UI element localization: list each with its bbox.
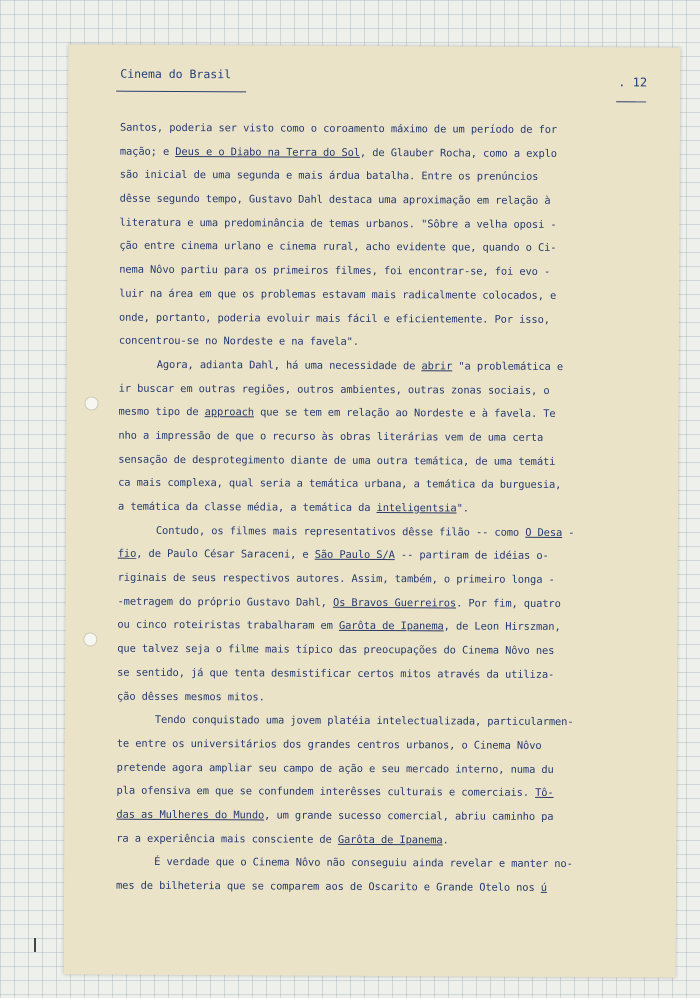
text-segment: se sentido, já que tenta desmistificar certos mitos através da utiliza- [117, 666, 555, 681]
text-segment: pla ofensiva em que se confundem interêsses culturais e comerciais. [116, 784, 536, 800]
text-segment: -- partiram de idéias o- [394, 549, 549, 563]
text-line [118, 472, 638, 498]
text-line [116, 875, 636, 901]
text-segment: . Por fim, quatro [456, 597, 561, 610]
text-segment: ção entre cinema urlano e cinema rural, acho evidente que, quando o Ci- [119, 240, 557, 255]
text-segment: mesmo tipo de [118, 405, 205, 419]
text-segment: mes de bilheteria que se comparem aos de Oscarito e Grande Otelo nos [116, 879, 541, 894]
text-segment: luir na área em que os problemas estavam mais radicalmente colocados, e [119, 287, 557, 302]
text-segment: a temática da classe média, a temática da [117, 500, 377, 515]
text-line [118, 567, 638, 593]
text-segment: riginais de seus respectivos autores. Assim, também, o primeiro longa - [117, 571, 555, 587]
text-line [117, 638, 637, 664]
text-segment: dêsse segundo tempo, Gustavo Dahl destaca uma aproximação em relação à [119, 192, 551, 207]
text-segment: Contudo, os filmes mais representativos dêsse filão -- como [155, 524, 526, 539]
underlined-title: inteligentsia [376, 502, 457, 515]
text-line [118, 401, 638, 427]
text-line [117, 756, 637, 782]
page-number: . 12 [618, 75, 648, 90]
text-line [119, 330, 639, 356]
text-line [117, 614, 637, 640]
underlined-title: das as Mulheres do Mundo [116, 808, 265, 822]
text-line [118, 543, 638, 569]
text-line [117, 590, 637, 616]
text-line [116, 804, 636, 830]
underlined-title: Garôta de Ipanema [337, 833, 443, 846]
text-segment: Agora, adianta Dahl, há uma necessidade de [156, 358, 422, 373]
text-line [117, 661, 637, 687]
text-line [119, 354, 639, 380]
text-segment: ca mais complexa, qual seria a temática urbana, a temática da burguesia, [118, 476, 562, 492]
text-segment: , de Leon Hirszman, [443, 620, 561, 634]
text-segment: Santos, poderia ser visto como o coroamento máximo de um período de for [119, 121, 558, 136]
text-line [118, 425, 638, 451]
underlined-title: O Desa [525, 526, 563, 539]
page-number-underline [616, 101, 646, 102]
text-segment: ção dêsses mesmos mitos. [116, 690, 265, 703]
text-segment: onde, portanto, poderia evoluir mais fácil e eficientemente. Por isso, [118, 311, 550, 326]
underlined-title: São Paulo S/A [314, 549, 395, 562]
text-segment: mação; e [119, 145, 176, 158]
text-line [120, 140, 640, 166]
text-line [120, 188, 640, 214]
text-line [118, 448, 638, 474]
text-segment: sensação de desprotegimento diante de uma outra temática, de uma temáti [118, 453, 556, 468]
text-segment: -metragem do próprio Gustavo Dahl, [117, 595, 334, 609]
header-underline [116, 91, 246, 93]
margin-mark [34, 938, 36, 952]
text-line [116, 827, 636, 853]
text-segment: ir buscar em outras regiões, outros ambientes, outras zonas sociais, o [118, 382, 550, 397]
underlined-title: Os Bravos Guerreiros [332, 596, 457, 610]
text-line [119, 282, 639, 308]
text-segment: Tendo conquistado uma jovem platéia intelectualizada, particularmen- [154, 714, 574, 729]
text-segment: literatura e uma predominância de temas urbanos. "Sôbre a velha oposi - [119, 216, 557, 231]
text-segment: "a problemática e [452, 360, 564, 373]
text-segment: que se tem em relação ao Nordeste e à favela. Te [253, 406, 556, 421]
text-line [118, 519, 638, 545]
text-line [118, 496, 638, 522]
text-segment: , de Glauber Rocha, como a explo [359, 146, 557, 160]
text-segment: pretende agora ampliar seu campo de ação e seu mercado interno, numa du [116, 761, 554, 776]
text-segment: - [562, 526, 575, 539]
text-line [117, 733, 637, 759]
running-header: Cinema do Brasil [120, 66, 232, 82]
text-line [119, 306, 639, 332]
text-line [116, 851, 636, 877]
text-segment: nho a impressão de que o recurso às obras literárias vem de uma certa [118, 429, 544, 444]
underlined-title: Tô- [535, 787, 554, 800]
body-text [116, 117, 640, 901]
text-line [119, 377, 639, 403]
underlined-title: abrir [421, 360, 453, 373]
text-segment: ou cinco roteiristas trabalharam em [117, 619, 340, 633]
text-line [117, 709, 637, 735]
underlined-title: ú [540, 881, 547, 894]
underlined-title: Deus e o Diabo na Terra do Sol [175, 145, 360, 159]
text-segment: nema Nôvo partiu para os primeiros filmes, foi encontrar-se, foi evo - [119, 263, 551, 279]
text-segment: que talvez seja o filme mais típico das preocupações do Cinema Nôvo nes [117, 642, 555, 658]
text-segment: são inicial de uma segunda e mais árdua batalha. Entre os prenúncios [119, 169, 539, 184]
text-line [116, 780, 636, 806]
text-line [120, 117, 640, 143]
text-line [119, 259, 639, 285]
text-segment: É verdade que o Cinema Nôvo não conseguiu ainda revelar e manter no- [154, 856, 573, 871]
underlined-title: Garôta de Ipanema [338, 620, 444, 633]
text-line [119, 235, 639, 261]
text-segment: ". [456, 502, 469, 515]
text-segment: , de Paulo César Saraceni, e [136, 548, 315, 562]
text-line [120, 164, 640, 190]
text-segment: ra a experiência mais consciente de [116, 832, 338, 846]
text-line [117, 685, 637, 711]
text-segment: te entre os universitários dos grandes centros urbanos, o Cinema Nôvo [116, 737, 542, 752]
text-segment: concentrou-se no Nordeste e na favela". [118, 334, 359, 349]
text-line [119, 211, 639, 237]
text-segment: . [442, 833, 449, 847]
underlined-title: approach [204, 406, 254, 419]
underlined-title: fio [117, 548, 137, 561]
text-segment: , um grande sucesso comercial, abriu caminho pa [264, 809, 554, 823]
punch-hole [85, 396, 99, 410]
punch-hole [83, 632, 97, 646]
typewritten-page [64, 44, 681, 977]
